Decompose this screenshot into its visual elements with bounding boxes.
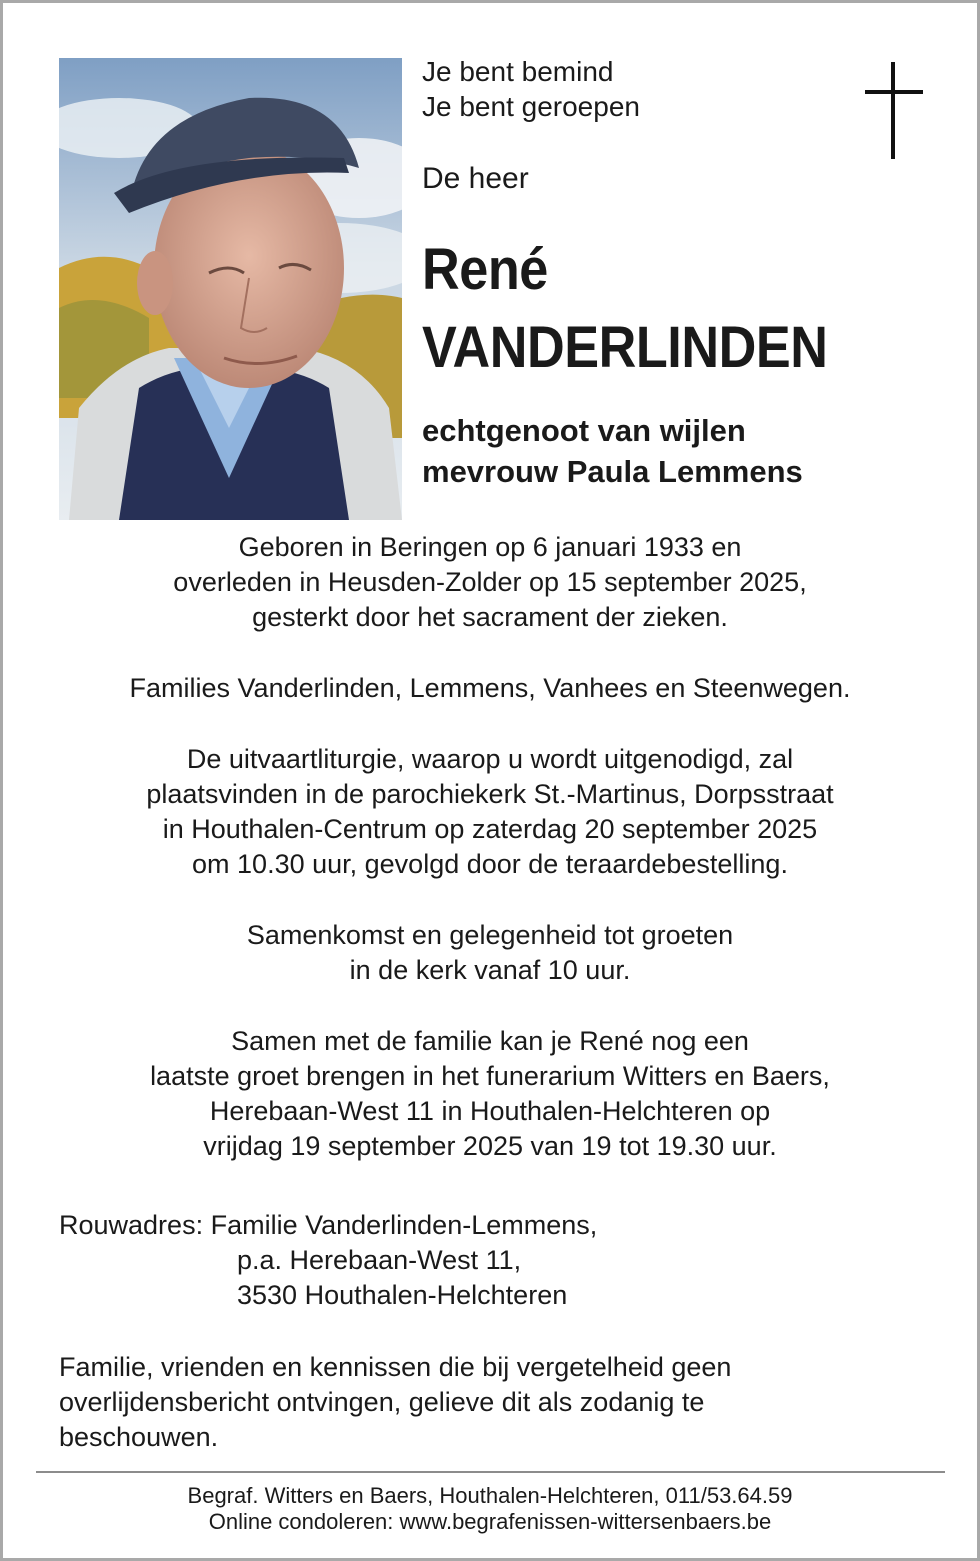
deceased-surname: VANDERLINDEN xyxy=(422,315,828,380)
portrait-photo xyxy=(59,58,402,520)
text-line: Samenkomst en gelegenheid tot groeten xyxy=(246,920,734,950)
text-line: Familie, vrienden en kennissen die bij vergetelheid geen xyxy=(59,1352,732,1382)
birth-death-block xyxy=(0,530,980,635)
funeral-block xyxy=(0,742,980,882)
motto-line: Je bent bemind xyxy=(422,56,614,87)
farewell-block xyxy=(0,1024,980,1164)
footer-line: Online condoleren: www.begrafenissen-wittersenbaers.be xyxy=(208,1509,772,1534)
text-line: overlijdensbericht ontvingen, gelieve dit als zodanig te xyxy=(59,1387,705,1417)
text-line: in Houthalen-Centrum op zaterdag 20 september 2025 xyxy=(162,814,818,844)
footer xyxy=(0,1483,980,1535)
notice-block xyxy=(59,1350,731,1455)
text-line: beschouwen. xyxy=(59,1422,219,1452)
motto xyxy=(422,54,640,124)
spouse-line: echtgenoot van wijlen xyxy=(422,413,746,448)
address-block xyxy=(59,1208,597,1313)
text-line: p.a. Herebaan-West 11, xyxy=(237,1245,522,1275)
text-line: vrijdag 19 september 2025 van 19 tot 19.30 uur. xyxy=(203,1131,777,1161)
text-line: laatste groet brengen in het funerarium Witters en Baers, xyxy=(150,1061,830,1091)
footer-line: Begraf. Witters en Baers, Houthalen-Helchteren, 011/53.64.59 xyxy=(187,1483,793,1508)
cross-icon xyxy=(865,62,923,159)
text-line: Rouwadres: Familie Vanderlinden-Lemmens, xyxy=(59,1210,598,1240)
text-line: overleden in Heusden-Zolder op 15 september 2025, xyxy=(173,567,807,597)
text-line: gesterkt door het sacrament der zieken. xyxy=(252,602,728,632)
gathering-block xyxy=(0,918,980,988)
salutation: De heer xyxy=(422,162,529,195)
motto-line: Je bent geroepen xyxy=(422,91,640,122)
text-line: plaatsvinden in de parochiekerk St.-Martinus, Dorpsstraat xyxy=(146,779,834,809)
families-line: Families Vanderlinden, Lemmens, Vanhees en Steenwegen. xyxy=(129,673,851,703)
spouse-info xyxy=(422,410,803,492)
text-line: Geboren in Beringen op 6 januari 1933 en xyxy=(238,532,742,562)
deceased-first-name: René xyxy=(422,237,548,302)
text-line: De uitvaartliturgie, waarop u wordt uitgenodigd, zal xyxy=(186,744,794,774)
text-line: Herebaan-West 11 in Houthalen-Helchteren op xyxy=(209,1096,771,1126)
footer-divider xyxy=(36,1471,945,1473)
text-line: in de kerk vanaf 10 uur. xyxy=(349,955,631,985)
text-line: Samen met de familie kan je René nog een xyxy=(231,1026,749,1056)
spouse-line: mevrouw Paula Lemmens xyxy=(422,454,803,489)
text-line: om 10.30 uur, gevolgd door de teraardebestelling. xyxy=(192,849,788,879)
text-line: 3530 Houthalen-Helchteren xyxy=(237,1280,568,1310)
